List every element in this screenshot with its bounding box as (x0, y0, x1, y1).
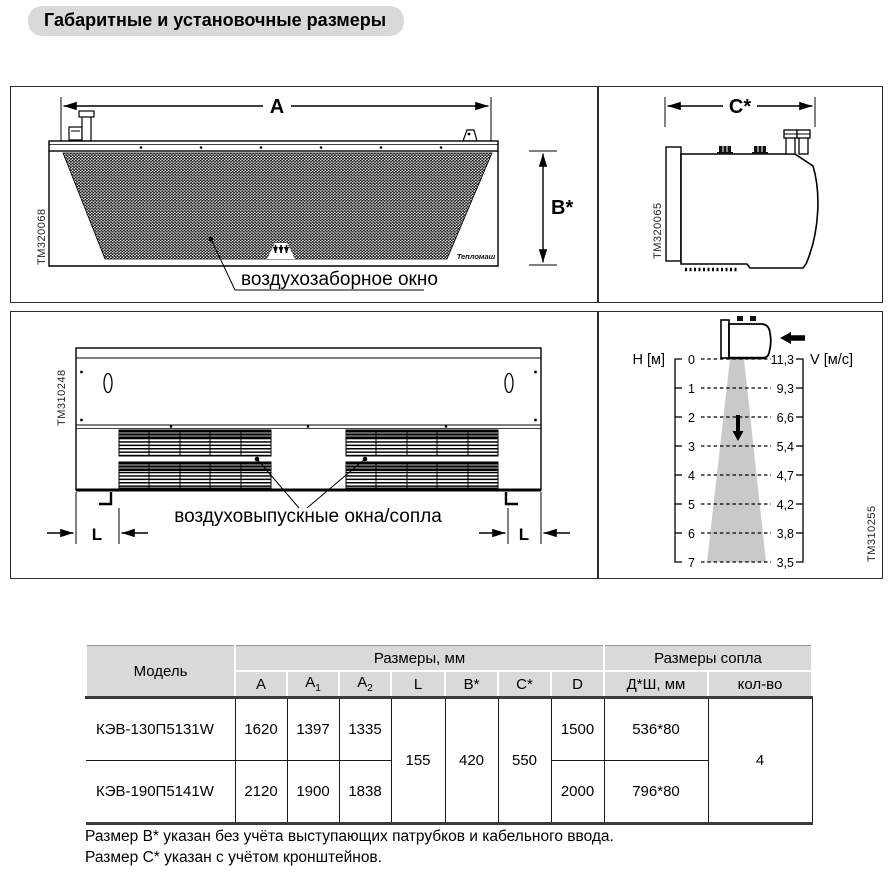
v-axis-label: V [м/с] (810, 352, 854, 368)
side-view-drawing (599, 87, 882, 302)
col-header-count: кол-во (708, 671, 812, 698)
h-axis-label: H [м] (632, 352, 665, 368)
cell-a2: 1335 (339, 698, 391, 761)
svg-text:3: 3 (688, 440, 695, 454)
page-title: Габаритные и установочные размеры (28, 6, 404, 36)
cell-d: 2000 (551, 761, 604, 824)
intake-callout: воздухозаборное окно (241, 269, 438, 290)
footnote-c: Размер C* указан с учётом кронштейнов. (85, 849, 382, 866)
top-drawings-panel (10, 86, 883, 303)
dim-l-right-label: L (518, 525, 530, 544)
dim-b-label: B* (551, 197, 574, 219)
svg-text:0: 0 (688, 353, 695, 367)
h-axis-ticks (688, 353, 695, 570)
cell-nozzle: 796*80 (604, 761, 708, 824)
svg-text:11,3: 11,3 (770, 353, 794, 367)
svg-text:6: 6 (688, 527, 695, 541)
side-view-code: TM320065 (652, 202, 664, 259)
svg-text:6,6: 6,6 (776, 411, 794, 425)
svg-text:4,7: 4,7 (776, 469, 794, 483)
cell-a2: 1838 (339, 761, 391, 824)
cell-model: КЭВ-130П5131W (86, 698, 235, 761)
svg-text:9,3: 9,3 (776, 382, 794, 396)
col-header-a: A (235, 671, 287, 698)
footnotes (85, 826, 614, 868)
svg-text:4: 4 (688, 469, 695, 483)
cell-a1: 1900 (287, 761, 339, 824)
svg-text:3,5: 3,5 (776, 556, 794, 570)
svg-text:3,8: 3,8 (776, 527, 794, 541)
jet-chart-code: TM310255 (866, 505, 878, 562)
svg-text:2: 2 (688, 411, 695, 425)
dim-c-label: C* (728, 96, 752, 118)
col-group-nozzle: Размеры сопла (604, 646, 812, 672)
col-header-b: B* (445, 671, 498, 698)
cell-c-shared: 550 (498, 698, 551, 824)
cell-model: КЭВ-190П5141W (86, 761, 235, 824)
table-row (86, 698, 812, 761)
spec-table (85, 645, 813, 825)
svg-text:1: 1 (688, 382, 695, 396)
svg-text:7: 7 (688, 556, 695, 570)
cell-a: 2120 (235, 761, 287, 824)
col-header-d: D (551, 671, 604, 698)
dim-l-left-label: L (91, 525, 103, 544)
col-group-dimensions: Размеры, мм (235, 646, 604, 672)
jet-velocity-chart (599, 312, 882, 575)
col-header-c: C* (498, 671, 551, 698)
outlet-callout: воздуховыпускные окна/сопла (174, 506, 442, 527)
cell-nozzle: 536*80 (604, 698, 708, 761)
brand-logo: Тепломаш (456, 252, 496, 261)
bottom-view-drawing (11, 312, 597, 575)
cell-l-shared: 155 (391, 698, 445, 824)
col-header-model: Модель (86, 646, 235, 698)
cell-b-shared: 420 (445, 698, 498, 824)
cell-a: 1620 (235, 698, 287, 761)
cell-d: 1500 (551, 698, 604, 761)
svg-text:5: 5 (688, 498, 695, 512)
svg-text:4,2: 4,2 (776, 498, 794, 512)
col-header-a2: $A_2$ (339, 671, 391, 698)
col-header-nozzle-size: Д*Ш, мм (604, 671, 708, 698)
col-header-a1: $A_1$ (287, 671, 339, 698)
front-view-drawing (11, 87, 597, 302)
front-view-code: TM320068 (36, 208, 48, 265)
v-axis-ticks (771, 353, 794, 570)
col-header-l: L (391, 671, 445, 698)
bottom-view-code: TM310248 (56, 369, 68, 426)
dim-a-label: A (269, 96, 285, 118)
footnote-b: Размер B* указан без учёта выступающих патрубков и кабельного ввода. (85, 828, 614, 845)
svg-text:5,4: 5,4 (776, 440, 794, 454)
cell-count-shared: 4 (708, 698, 812, 824)
bottom-drawings-panel (10, 311, 883, 579)
cell-a1: 1397 (287, 698, 339, 761)
